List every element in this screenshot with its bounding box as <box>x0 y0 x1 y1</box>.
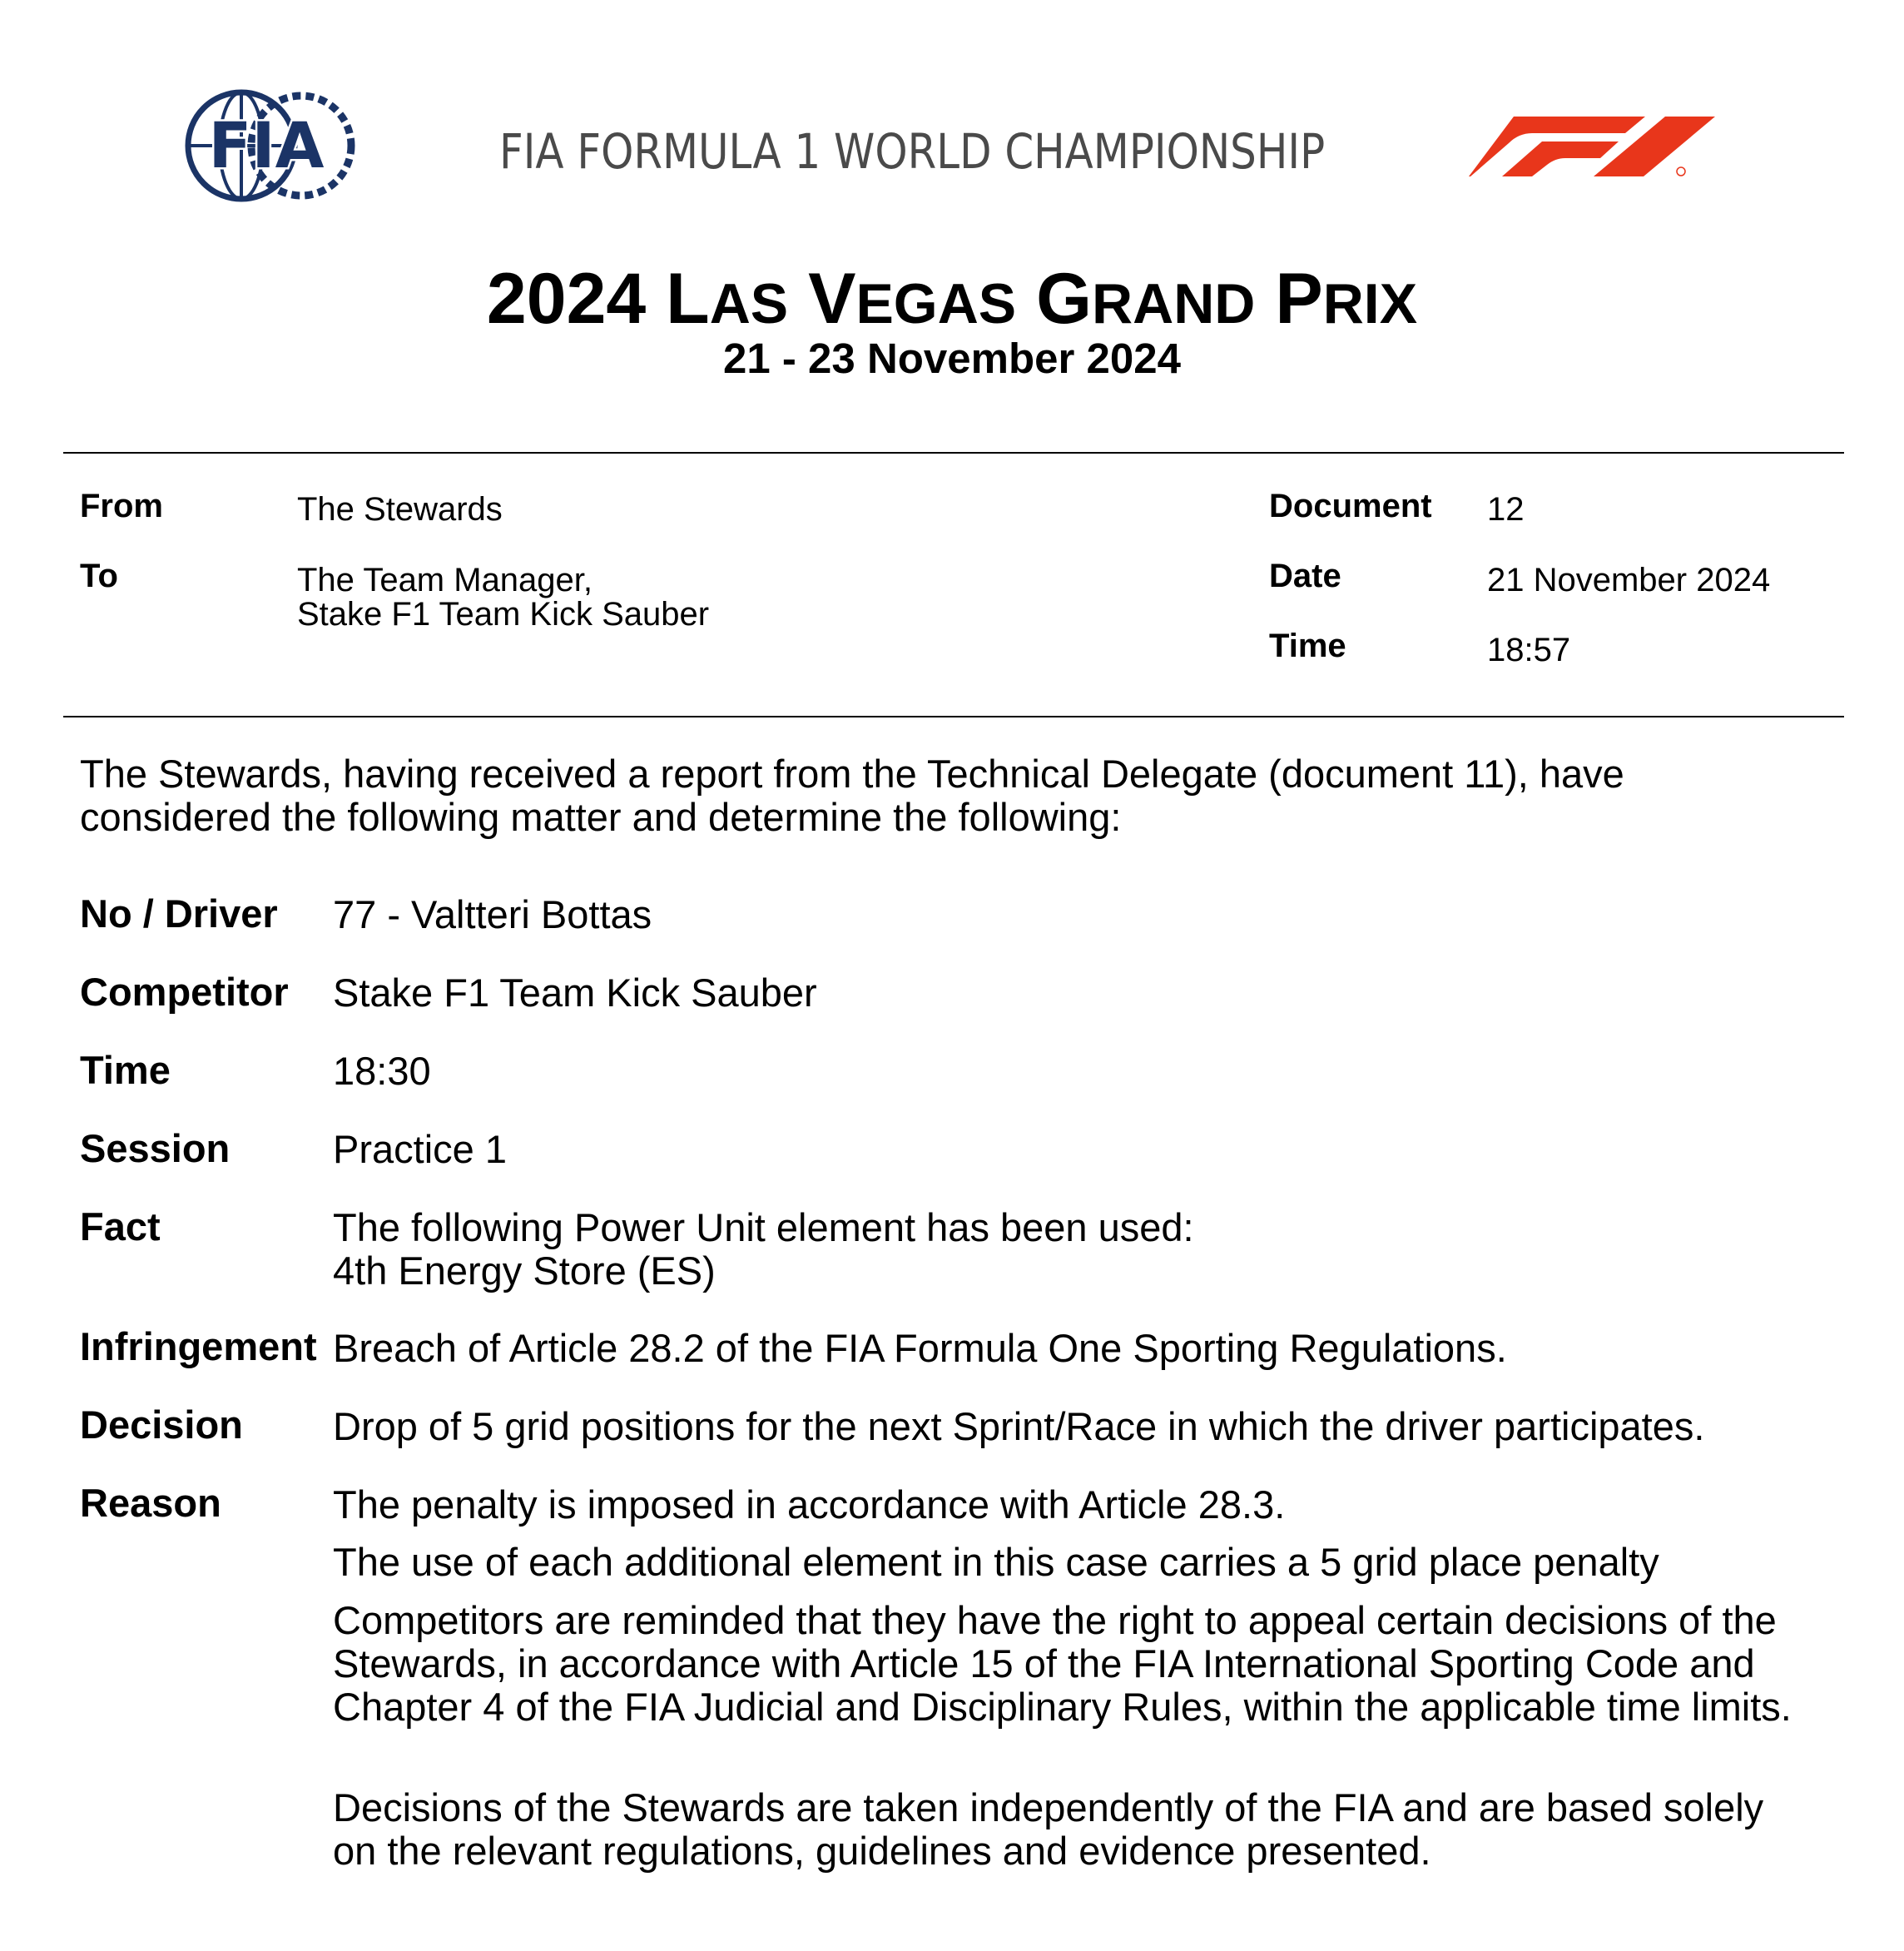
document-value: 12 <box>1487 491 1525 528</box>
title-word-vegas: VEGAS <box>808 259 1017 339</box>
session-label: Session <box>80 1126 231 1170</box>
fia-logo-text: FIA <box>208 108 325 182</box>
intro-line: considered the following matter and determine the following: <box>80 795 1122 839</box>
from-label: From <box>80 488 163 524</box>
date-value: 21 November 2024 <box>1487 562 1771 598</box>
championship-title: FIA FORMULA 1 WORLD CHAMPIONSHIP <box>499 123 1326 180</box>
f1-logo <box>1469 112 1725 180</box>
infringement-label: Infringement <box>80 1324 317 1368</box>
competitor-value: Stake F1 Team Kick Sauber <box>333 971 817 1015</box>
to-value-line2: Stake F1 Team Kick Sauber <box>297 596 710 633</box>
title-word-las: LAS <box>666 259 789 339</box>
to-value-line1: The Team Manager, <box>297 562 593 598</box>
event-year: 2024 <box>486 259 647 339</box>
from-value: The Stewards <box>297 491 503 528</box>
infringement-value: Breach of Article 28.2 of the FIA Formula One Sporting Regulations. <box>333 1326 1507 1370</box>
fia-logo <box>185 87 356 206</box>
driver-value: 77 - Valtteri Bottas <box>333 892 652 936</box>
appeal-paragraph <box>333 1599 1881 1729</box>
fact-label: Fact <box>80 1204 161 1249</box>
to-label: To <box>80 558 118 594</box>
driver-label: No / Driver <box>80 891 278 936</box>
title-word-grand: GRAND <box>1036 259 1256 339</box>
reason-label: Reason <box>80 1481 221 1525</box>
document-label: Document <box>1269 488 1432 524</box>
appeal-line: Chapter 4 of the FIA Judicial and Disciplinary Rules, within the applicable time limits. <box>333 1685 1792 1729</box>
fact-line: 4th Energy Store (ES) <box>333 1249 716 1293</box>
independence-line: Decisions of the Stewards are taken independently of the FIA and are based solely <box>333 1785 1764 1829</box>
reason-line: The use of each additional element in this case carries a 5 grid place penalty <box>333 1540 1659 1584</box>
independence-line: on the relevant regulations, guidelines and evidence presented. <box>333 1829 1431 1873</box>
event-title <box>0 259 1904 340</box>
reason-line: The penalty is imposed in accordance with Article 28.3. <box>333 1482 1286 1527</box>
competitor-label: Competitor <box>80 970 289 1014</box>
intro-line: The Stewards, having received a report from the Technical Delegate (document 11), have <box>80 752 1624 796</box>
appeal-line: Competitors are reminded that they have the right to appeal certain decisions of the <box>333 1598 1777 1642</box>
appeal-line: Stewards, in accordance with Article 15 of the FIA International Sporting Code and <box>333 1641 1755 1685</box>
date-label: Date <box>1269 558 1341 594</box>
intro-paragraph <box>80 752 1827 839</box>
decision-value: Drop of 5 grid positions for the next Sprint/Race in which the driver participates. <box>333 1404 1705 1448</box>
session-value: Practice 1 <box>333 1127 507 1171</box>
decision-label: Decision <box>80 1402 243 1447</box>
title-word-prix: PRIX <box>1275 259 1418 339</box>
fact-value <box>333 1206 1881 1293</box>
time-label: Time <box>1269 628 1346 664</box>
fact-line: The following Power Unit element has been used: <box>333 1205 1194 1249</box>
incident-time-label: Time <box>80 1048 171 1092</box>
divider <box>63 716 1844 717</box>
divider <box>63 452 1844 454</box>
independence-paragraph <box>333 1786 1881 1873</box>
event-dates: 21 - 23 November 2024 <box>723 335 1181 382</box>
incident-time-value: 18:30 <box>333 1049 431 1093</box>
time-value: 18:57 <box>1487 632 1571 668</box>
